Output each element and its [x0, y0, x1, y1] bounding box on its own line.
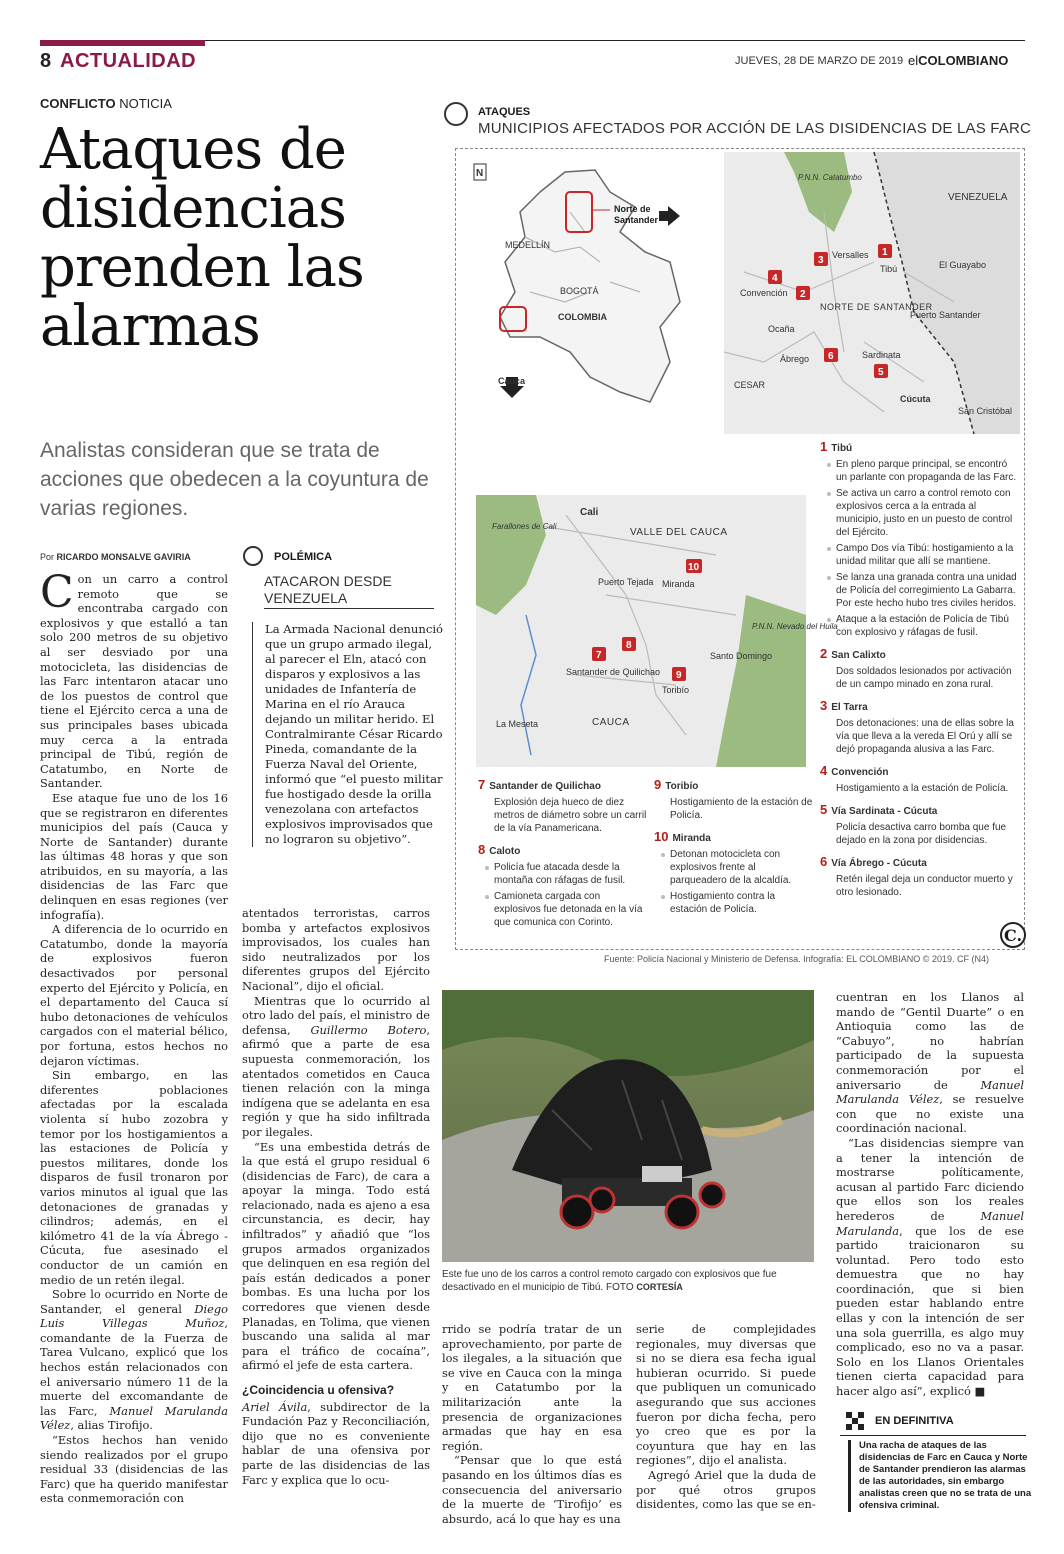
- article-column-1: Con un carro a control remoto que se encontraba cargado con explosivos y que estalló a tan solo 200 metros de su objetivo al ser desviado por una motocicleta, las disidencias de las Farc intentaron atacar uno de los puestos de control que tiene el Ejército cerca a una de sus principales bases ubicada muy cerca a la entrada principal de Tibú, región de Catatumbo, en Norte de Santander. Ese ataque fue uno de los 16 que se registraron en diferentes municipios del país (Cauca y Norte de Santander) durante las últimas 48 horas y que son atribuidos, en su mayoría, a las disidencias de las Farc que delinquen en esas regiones (ver infografía). A diferencia de lo ocurrido en Catatumbo, donde la mayoría de explosivos fueron desactivados por personal experto del Ejército y Policía, en el departamento del Cauca sí hubo detonaciones de vehículos cargados con el material bélico, por fortuna, estos hechos no dejaron víctimas. Sin embargo, en las diferentes poblaciones afectadas por la escalada violenta sí hubo zozobra y temor por los hostigamientos a las estaciones de Policía y puestos militares, donde los disparos de fusil tronaron por varios minutos al igual que las detonaciones de granadas y cilindros; además, en el kilómetro 41 de la vía Ábrego - Cúcuta, fue asesinado el conductor de un camión en medio de un retén ilegal. Sobre lo ocurrido en Norte de Santander, el general Diego Luis Villegas Muñoz, comandante de la Fuerza de Tarea Vulcano, explicó que los hechos están relacionados con el aniversario número 11 de la muerte del excomandante de las Farc, Manuel Marulanda Vélez, alias Tirofijo. “Estos hechos han venido siendo realizados por el grupo residual 33 (disidencias de las Farc) que ha querido manifestar esta conmemoración con: [40, 567, 228, 1506]
- legend-entry-4: 4 Convención Hostigamiento a la estación de Policía.: [820, 763, 1009, 794]
- polemica-body: La Armada Nacional denunció que un grupo armado ilegal, al parecer el Eln, atacó con disparos y explosivos a las unidades de Infantería de Marina en el río Arauca dejando un militar herido. El Contralmirante César Ricardo Pineda, comandante de la Fuerza Naval del Oriente, informó que “el puesto militar fue hostigado desde la orilla venezolana con artefactos explosivos improvisados que no lograron su objetivo”.: [252, 622, 443, 847]
- svg-text:4: 4: [772, 273, 778, 284]
- label-norte-santander: Norte de Santander: [614, 204, 659, 225]
- article-column-2: atentados terroristas, carros bomba y artefactos explosivos improvisados, los cuales han sido neutralizados por los diferentes grupos del Ejército Nacional”, dijo el oficial. Mientras que lo ocurrido al otro lado del país, el ministro de defensa, Guillermo Botero, afirmó que a parte de esa supuesta conmemoración, los atentados cometidos en Cauca tienen relación con la minga indígena que se adelanta en esa región y que ha sido infiltrada por ilegales. “Es una embestida detrás de la que está el grupo residual 6 (disidencias de Farc), de cara a apoyar la minga. Todo está relacionado, nada es ajeno a esa circunstancia, es decir, hay infiltrados” y añadió que “los grupos armados organizados que delinquen en esa región del país están dedicados a poner bombas. Es una lucha por los corredores que vienen desde Planadas, en Tolima, que vienen buscando una salida al mar para el tráfico de cocaína”, afirmó el jefe de esta cartera. ¿Coincidencia u ofensiva? Ariel Ávila, subdirector de la Fundación Paz y Reconciliación, dijo que no es conveniente hablar de una ofensiva por parte de las disidencias de las Farc y explica que lo ocu-: [242, 906, 430, 1487]
- norte-santander-map: [724, 152, 1020, 434]
- svg-text:8: 8: [626, 640, 632, 651]
- en-definitiva-title: EN DEFINITIVA: [875, 1415, 954, 1427]
- label-santo-domingo: Santo Domingo: [710, 651, 773, 661]
- label-cesar: CESAR: [734, 380, 766, 390]
- svg-text:5: 5: [878, 367, 884, 378]
- legend-entry-10: 10 Miranda Detonan motocicleta con explosivos frente al parqueadero de la alcaldía. Hostigamiento contra la estación de Policía.: [654, 830, 814, 916]
- label-park-huila: P.N.N. Nevado del Huila: [752, 622, 838, 631]
- photo-rc-car: [442, 990, 814, 1262]
- section-accent-bar: [40, 40, 205, 46]
- svg-text:6: 6: [828, 351, 834, 362]
- label-venezuela: VENEZUELA: [948, 192, 1008, 203]
- svg-text:Farallones de Cali: [492, 522, 557, 531]
- label-colombia: COLOMBIA: [558, 312, 607, 322]
- legend-entry-8: 8 Caloto Policía fue atacada desde la montaña con ráfagas de fusil. Camioneta cargada con explosivos fue detonada en la vía que comunica con Corinto.: [478, 843, 648, 929]
- cauca-map: [476, 495, 838, 767]
- colombia-map: [470, 152, 700, 412]
- deck: Analistas consideran que se trata de acciones que obedecen a la coyuntura de varias regiones.: [40, 439, 429, 520]
- marker-1: [878, 244, 892, 258]
- legend-left-a: [478, 778, 648, 929]
- label-tibu: Tibú: [880, 264, 898, 274]
- marker-9: [672, 667, 686, 681]
- legend-entry-3: 3 El Tarra Dos detonaciones: una de ellas sobre la vía que lleva a la vereda El Orú y allí se dejó propaganda alusiva a las Farc.: [820, 698, 1014, 755]
- label-cauca: Cauca: [498, 376, 526, 386]
- arrow-down-icon: [500, 386, 524, 398]
- arrow-right-icon: [668, 206, 680, 226]
- label-toribio: Toribío: [662, 685, 690, 695]
- marker-3: [814, 252, 828, 266]
- marker-4: [768, 270, 782, 284]
- label-santander-quilichao: Santander de Quilichao: [566, 667, 661, 677]
- label-norte-santander-region: NORTE DE SANTANDER: [820, 302, 933, 312]
- drop-cap: C: [40, 567, 74, 618]
- label-medellin: MEDELLÍN: [505, 240, 551, 250]
- photo-caption: Este fue uno de los carros a control remoto cargado con explosivos que fue desactivado en el municipio de Tibú. FOTO CORTESÍA: [442, 1269, 777, 1293]
- article-column-4: serie de complejidades regionales, muy diversas que si no se diera esa fecha igual hubieran ocurrido. Si puede que publiquen un comunicado asegurando que sus acciones fueron por dicha fecha, pero yo creo que es por la coyuntura que hay en las regiones”, dijo el analista. Agregó Ariel que la duda de por qué otros grupos disidentes, como las que se en-: [636, 1322, 816, 1512]
- polemica-title: ATACARON DESDE VENEZUELA: [264, 573, 392, 606]
- label-la-meseta: La Meseta: [496, 719, 539, 729]
- legend-left-b: [654, 778, 814, 916]
- megaphone-icon: [243, 546, 263, 566]
- svg-text:2: 2: [800, 289, 806, 300]
- legend-entry-1: 1 Tibú En pleno parque principal, se encontró un parlante con propaganda de las Farc. Se activa un carro a control remoto con explosivos cerca a la entrada al municipio, justo en un puesto de control del Ejército. Campo Dos vía Tibú: hostigamiento a la unidad militar que allí se mantiene. Se lanza una granada contra una unidad de Policía del corregimiento La Gabarra. Por este hecho hubo tres civiles heridos. Ataque a la estación de Policía de Tibú con explosivo y ráfagas de fusil.: [820, 440, 1020, 639]
- marker-8: [622, 637, 636, 651]
- label-cauca-region: CAUCA: [592, 717, 630, 728]
- legend-entry-6: 6 Vía Ábrego - Cúcuta Retén ilegal deja un conductor muerto y otro lesionado.: [820, 854, 1013, 898]
- label-cucuta: Cúcuta: [900, 394, 931, 404]
- legend-entry-7: 7 Santander de Quilichao Explosión deja hueco de diez metros de diámetro sobre un carril de la vía Panamericana.: [478, 777, 647, 834]
- label-sardinata: Sardinata: [862, 350, 901, 360]
- label-bogota: BOGOTÁ: [560, 286, 599, 296]
- label-miranda: Miranda: [662, 579, 695, 589]
- infographic-label: ATAQUES: [478, 106, 531, 118]
- label-el-guayabo: El Guayabo: [939, 260, 987, 270]
- article-column-3: rrido se podría tratar de un aprovechamiento, por parte de los ilegales, a la situación que se vive en Cauca con la minga y en Catatumbo por la militarización ante la presencia de organizaciones armadas que hay en esa región. “Pensar que lo que está pasando en los últimos días es consecuencia del aniversario de la muerte de ‘Tirofijo’ es absurdo, acá lo que hay es una: [442, 1322, 622, 1526]
- polemica-rule: [264, 608, 434, 609]
- label-cali: Cali: [580, 507, 599, 518]
- label-abrego: Ábrego: [780, 354, 810, 364]
- label-puerto-santander: Puerto Santander: [910, 310, 981, 320]
- legend-right: [820, 440, 1020, 899]
- label-versalles: Versalles: [832, 250, 869, 260]
- headline: Ataques de disidencias prenden las alarmas: [40, 117, 364, 359]
- date-line: JUEVES, 28 DE MARZO DE 2019: [735, 55, 904, 67]
- subheading: ¿Coincidencia u ofensiva?: [242, 1383, 395, 1397]
- label-san-cristobal: San Cristóbal: [958, 406, 1013, 416]
- marker-7: [592, 647, 606, 661]
- polemica-label: POLÉMICA: [274, 551, 333, 563]
- byline: Por RICARDO MONSALVE GAVIRIA: [40, 552, 191, 562]
- page-number: 8: [40, 50, 52, 72]
- marker-2: [796, 286, 810, 300]
- section-name: ACTUALIDAD: [60, 50, 197, 72]
- label-valle-del-cauca: VALLE DEL CAUCA: [630, 527, 728, 538]
- label-ocana: Ocaña: [768, 324, 795, 334]
- infographic-source: Fuente: Policía Nacional y Ministerio de Defensa. Infografía: EL COLOMBIANO © 2019. CF (N4): [604, 954, 989, 964]
- kicker: CONFLICTO NOTICIA: [40, 96, 172, 111]
- article-column-5: cuentran en los Llanos al mando de “Gentil Duarte” o en Antioquia como las de “Cabuyo”, no habrían participado de la supuesta conmemoración por el aniversario de Manuel Marulanda Vélez, se resuelve con que no existe una coordinación nacional. “Las disidencias siempre van a tener la intención de mostrarse políticamente, acusan al partido Farc diciendo que ellos son los reales herederos de Manuel Marulanda, que los de ese partido traicionaron su voluntad. Pero todo esto demuestra que no hay coordinación, que si bien pueden estar hablando entre ellas y con la intención de ser una sola guerrilla, es algo muy complicado, eso no va a pasar. Solo en los Llanos Orientales tienen cierta capacidad para hacer algo así”, explicó ■: [836, 990, 1024, 1399]
- colombiano-logo-icon: C.: [1000, 922, 1026, 948]
- en-definitiva-rule: [840, 1435, 1026, 1436]
- marker-6: [824, 348, 838, 362]
- marker-5: [874, 364, 888, 378]
- marker-10: [686, 559, 702, 573]
- label-park-farallones: Farallones de Cali: [492, 522, 557, 531]
- infographic-title: MUNICIPIOS AFECTADOS POR ACCIÓN DE LAS DISIDENCIAS DE LAS FARC: [478, 120, 1032, 137]
- svg-text:7: 7: [596, 650, 602, 661]
- svg-text:3: 3: [818, 255, 824, 266]
- legend-entry-2: 2 San Calixto Dos soldados lesionados por activación de un campo minado en zona rural.: [820, 646, 1012, 690]
- label-convencion: Convención: [740, 288, 788, 298]
- puzzle-icon: [846, 1412, 864, 1430]
- legend-entry-9: 9 Toribío Hostigamiento de la estación de Policía.: [654, 777, 813, 821]
- en-definitiva-body: Una racha de ataques de las disidencias de Farc en Cauca y Norte de Santander prendieron las alarmas de las autoridades, sin embargo analistas creen que no se trata de una ofensiva criminal.: [848, 1440, 1037, 1512]
- svg-text:9: 9: [676, 670, 682, 681]
- north-arrow: N: [476, 168, 484, 179]
- brand-logo: elCOLOMBIANO: [908, 53, 1009, 68]
- label-park-catatumbo: P.N.N. Catatumbo: [798, 173, 862, 182]
- legend-entry-5: 5 Vía Sardinata - Cúcuta Policía desactiva carro bomba que fue dejado en la zona por disidencias.: [820, 802, 1007, 846]
- svg-text:10: 10: [688, 562, 700, 573]
- ataques-icon: [444, 102, 468, 126]
- svg-text:1: 1: [882, 247, 888, 258]
- label-puerto-tejada: Puerto Tejada: [598, 577, 654, 587]
